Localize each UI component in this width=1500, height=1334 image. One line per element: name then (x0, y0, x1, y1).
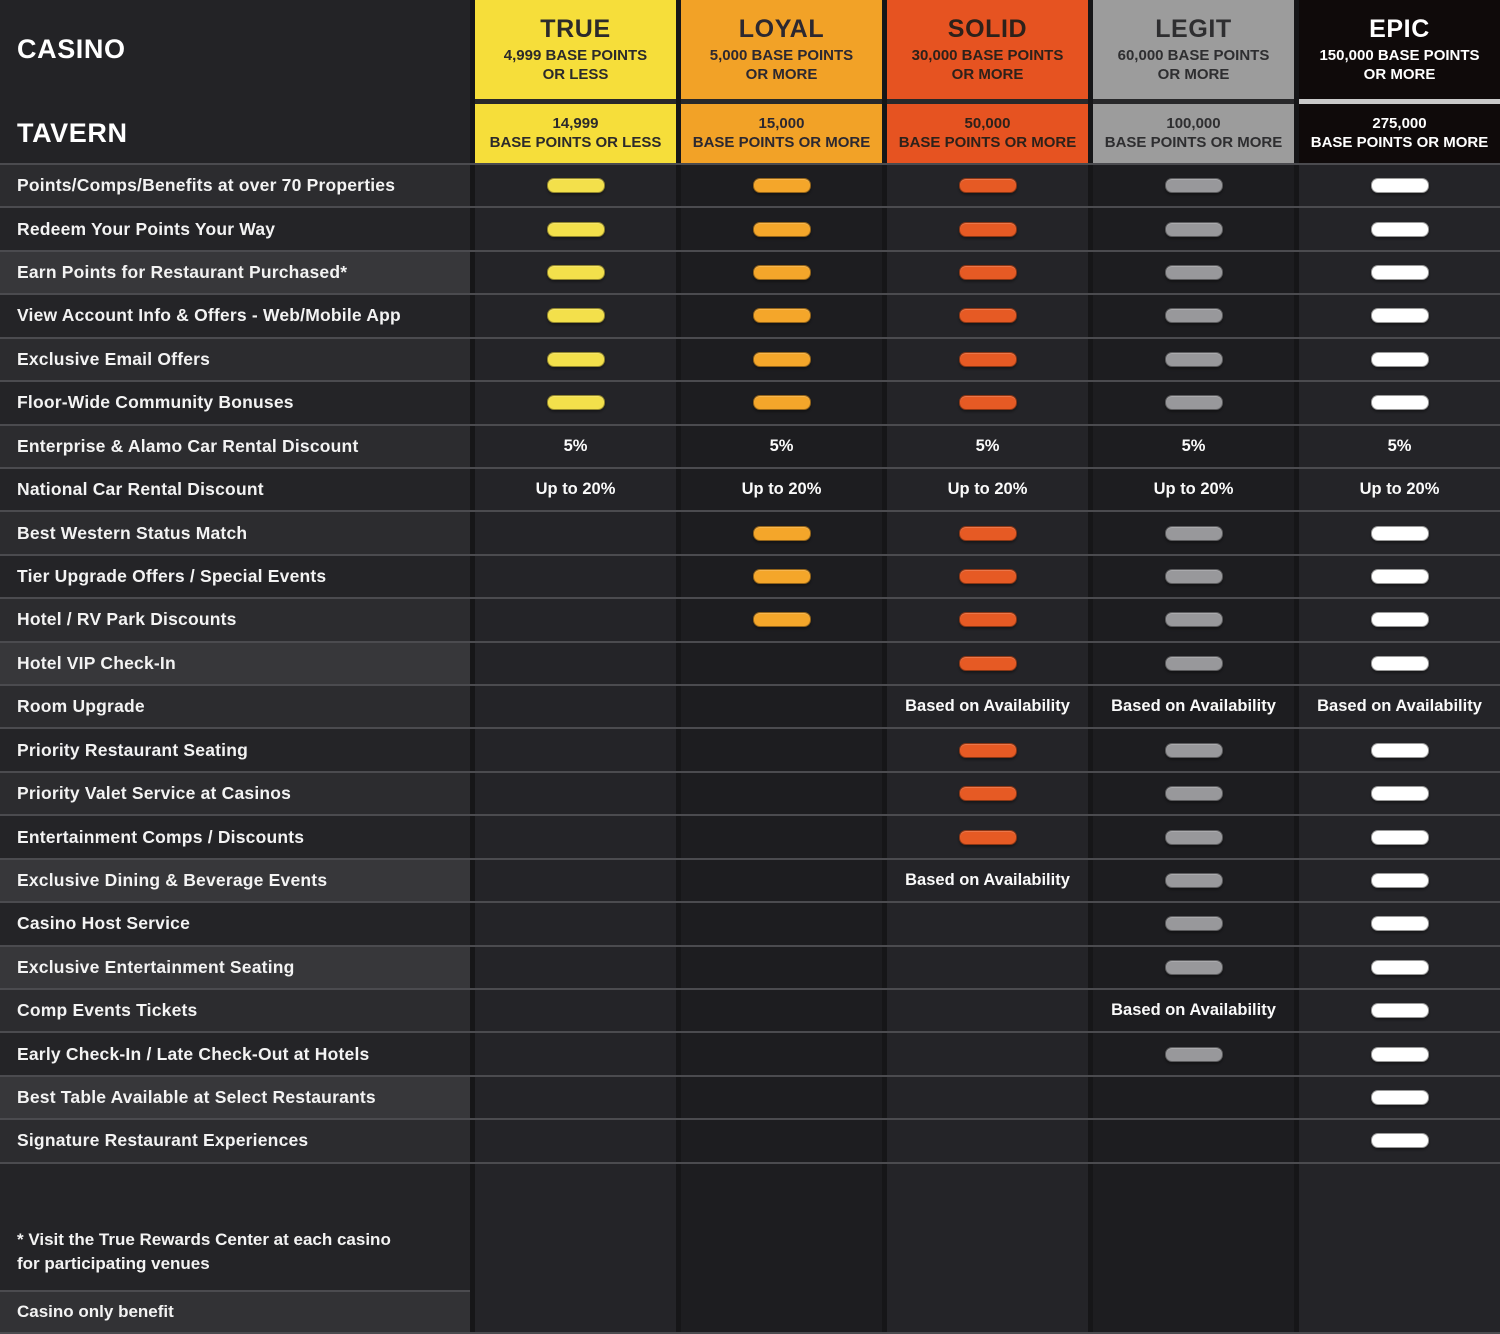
tier-pill (753, 395, 811, 410)
benefit-cell (1299, 382, 1500, 423)
tier-pill (547, 178, 605, 193)
tier-pill (959, 830, 1017, 845)
benefit-cell (475, 382, 676, 423)
footer-column-cell (681, 1164, 882, 1332)
footnote-cell (0, 1164, 470, 1290)
benefit-label: Best Table Available at Select Restaurants (0, 1077, 470, 1118)
tier-pill (753, 265, 811, 280)
benefit-rows (0, 163, 1500, 1162)
benefit-label: Hotel VIP Check-In (0, 643, 470, 684)
benefit-cell (1299, 165, 1500, 206)
tier-tavern-requirement: 15,000 (758, 114, 805, 132)
benefit-row (0, 988, 1500, 1031)
tier-pill (1371, 960, 1429, 975)
tavern-header-row (0, 104, 1500, 163)
tier-pill (1165, 830, 1223, 845)
benefit-cell (681, 1120, 882, 1161)
benefit-cell (1299, 860, 1500, 901)
benefit-cell (1299, 208, 1500, 249)
benefit-label: Exclusive Entertainment Seating (0, 947, 470, 988)
benefit-cell (475, 339, 676, 380)
tier-pill (1165, 960, 1223, 975)
benefit-value: 5% (975, 436, 1000, 455)
benefit-cell (681, 512, 882, 553)
tier-pill (1371, 308, 1429, 323)
benefit-cell (887, 339, 1088, 380)
tier-pill (1371, 265, 1429, 280)
benefit-cell (1093, 165, 1294, 206)
tier-pill (1371, 656, 1429, 671)
casino-row-title (0, 0, 470, 99)
benefit-cell (1299, 295, 1500, 336)
tier-casino-requirement-2: OR MORE (745, 66, 818, 84)
benefit-row (0, 163, 1500, 206)
benefit-cell (887, 382, 1088, 423)
tier-pill (959, 656, 1017, 671)
tier-name: LOYAL (738, 15, 825, 44)
benefit-cell (887, 295, 1088, 336)
tier-tavern-requirement: 275,000 (1372, 114, 1427, 132)
benefit-label: Tier Upgrade Offers / Special Events (0, 556, 470, 597)
benefit-cell (475, 208, 676, 249)
tier-pill (1165, 222, 1223, 237)
tier-header-true (475, 0, 676, 99)
benefit-cell (681, 599, 882, 640)
casino-label: CASINO (17, 34, 126, 64)
benefit-cell (1093, 903, 1294, 944)
tavern-tier-loyal (681, 104, 882, 163)
benefit-row (0, 206, 1500, 249)
benefit-cell (681, 643, 882, 684)
benefit-cell (1093, 773, 1294, 814)
benefit-cell (475, 512, 676, 553)
tier-casino-requirement: 60,000 BASE POINTS (1117, 47, 1270, 65)
tier-pill (959, 308, 1017, 323)
tier-pill (1371, 526, 1429, 541)
benefit-label: Priority Valet Service at Casinos (0, 773, 470, 814)
tavern-tier-solid (887, 104, 1088, 163)
tier-pill (547, 222, 605, 237)
benefit-value: Based on Availability (1111, 697, 1276, 716)
benefit-cell (681, 903, 882, 944)
benefit-cell (681, 1077, 882, 1118)
benefit-cell (1299, 339, 1500, 380)
tier-header-loyal (681, 0, 882, 99)
benefit-cell (475, 252, 676, 293)
benefit-cell (1093, 1120, 1294, 1161)
benefit-cell (1299, 1033, 1500, 1074)
tier-pill (959, 265, 1017, 280)
benefit-cell (887, 252, 1088, 293)
benefit-cell (681, 426, 882, 467)
benefit-cell (1093, 1077, 1294, 1118)
benefit-row (0, 684, 1500, 727)
tier-pill (1371, 352, 1429, 367)
benefit-cell (681, 816, 882, 857)
benefit-cell (475, 773, 676, 814)
benefit-label: Room Upgrade (0, 686, 470, 727)
benefit-label: Casino Host Service (0, 903, 470, 944)
tier-pill (1371, 743, 1429, 758)
benefit-cell (475, 295, 676, 336)
benefit-cell (1093, 339, 1294, 380)
tier-pill (547, 395, 605, 410)
tier-tavern-requirement-2: BASE POINTS OR LESS (489, 133, 662, 151)
tier-pill (1165, 786, 1223, 801)
benefit-cell (887, 729, 1088, 770)
benefit-cell (1093, 252, 1294, 293)
tier-header-legit (1093, 0, 1294, 99)
tier-pill (1165, 743, 1223, 758)
benefit-cell (681, 469, 882, 510)
tier-pill (1165, 526, 1223, 541)
benefit-label: Floor-Wide Community Bonuses (0, 382, 470, 423)
benefit-value: 5% (563, 436, 588, 455)
benefit-label: Exclusive Email Offers (0, 339, 470, 380)
benefit-value: Based on Availability (905, 870, 1070, 889)
benefit-row (0, 945, 1500, 988)
tier-header-solid (887, 0, 1088, 99)
benefit-label: Priority Restaurant Seating (0, 729, 470, 770)
benefit-cell (681, 773, 882, 814)
benefit-cell (887, 512, 1088, 553)
benefit-cell (681, 1033, 882, 1074)
benefit-value: Up to 20% (535, 480, 616, 499)
tier-pill (1371, 612, 1429, 627)
tier-pill (1165, 352, 1223, 367)
benefit-cell (887, 469, 1088, 510)
benefit-label: Hotel / RV Park Discounts (0, 599, 470, 640)
tier-pill (959, 178, 1017, 193)
tier-pill (1371, 873, 1429, 888)
benefit-value: Up to 20% (1359, 480, 1440, 499)
benefit-row (0, 814, 1500, 857)
benefit-row (0, 597, 1500, 640)
benefit-cell (1093, 556, 1294, 597)
tier-pill (753, 526, 811, 541)
tier-pill (959, 352, 1017, 367)
benefit-value: Up to 20% (947, 480, 1028, 499)
benefit-cell (475, 1120, 676, 1161)
benefit-cell (1299, 469, 1500, 510)
benefit-row (0, 771, 1500, 814)
benefit-cell (1299, 903, 1500, 944)
tier-pill (1371, 1090, 1429, 1105)
benefit-cell (1299, 773, 1500, 814)
tier-pill (1165, 656, 1223, 671)
benefit-cell (887, 556, 1088, 597)
benefit-row (0, 250, 1500, 293)
footer-column-cell (1093, 1164, 1294, 1332)
benefit-cell (475, 426, 676, 467)
benefit-cell (475, 1033, 676, 1074)
benefit-cell (1093, 295, 1294, 336)
tavern-tier-legit (1093, 104, 1294, 163)
benefit-cell (1093, 469, 1294, 510)
benefit-cell (475, 686, 676, 727)
benefit-cell (1299, 729, 1500, 770)
benefit-cell (1299, 1120, 1500, 1161)
benefit-cell (475, 729, 676, 770)
tier-pill (959, 526, 1017, 541)
benefit-cell (475, 903, 676, 944)
benefit-cell (475, 643, 676, 684)
benefit-cell (1299, 643, 1500, 684)
benefit-cell (887, 686, 1088, 727)
benefit-cell (681, 947, 882, 988)
tier-pill (1371, 395, 1429, 410)
tier-pill (753, 308, 811, 323)
benefit-cell (1299, 599, 1500, 640)
benefit-cell (475, 599, 676, 640)
benefit-cell (887, 643, 1088, 684)
casino-only-benefit-label: Casino only benefit (17, 1301, 174, 1321)
benefit-label: Points/Comps/Benefits at over 70 Properties (0, 165, 470, 206)
benefit-cell (1093, 512, 1294, 553)
benefit-label: Earn Points for Restaurant Purchased* (0, 252, 470, 293)
tier-pill (1165, 265, 1223, 280)
tier-pill (1165, 308, 1223, 323)
tier-pill (1371, 569, 1429, 584)
tier-name: EPIC (1369, 15, 1430, 44)
tier-tavern-requirement-2: BASE POINTS OR MORE (1104, 133, 1283, 151)
benefit-cell (887, 426, 1088, 467)
benefit-cell (1299, 252, 1500, 293)
tier-pill (1165, 916, 1223, 931)
benefit-label: Redeem Your Points Your Way (0, 208, 470, 249)
benefit-cell (1093, 1033, 1294, 1074)
tier-pill (1165, 873, 1223, 888)
benefit-cell (887, 1077, 1088, 1118)
tier-tavern-requirement: 100,000 (1166, 114, 1221, 132)
benefit-label: Exclusive Dining & Beverage Events (0, 860, 470, 901)
benefit-cell (887, 816, 1088, 857)
benefit-label: Enterprise & Alamo Car Rental Discount (0, 426, 470, 467)
tier-pill (753, 178, 811, 193)
tier-pill (1371, 1047, 1429, 1062)
tier-tavern-requirement-2: BASE POINTS OR MORE (1310, 133, 1489, 151)
benefit-cell (681, 165, 882, 206)
benefit-cell (1093, 426, 1294, 467)
tier-pill (1371, 830, 1429, 845)
tier-pill (1165, 395, 1223, 410)
tier-casino-requirement-2: OR MORE (951, 66, 1024, 84)
tier-pill (753, 612, 811, 627)
benefit-value: Based on Availability (1317, 697, 1482, 716)
benefit-cell (681, 295, 882, 336)
footer-column-cell (887, 1164, 1088, 1332)
tier-tavern-requirement-2: BASE POINTS OR MORE (692, 133, 871, 151)
benefit-label: Signature Restaurant Experiences (0, 1120, 470, 1161)
benefit-cell (475, 947, 676, 988)
footer-column-cell (1299, 1164, 1500, 1332)
tier-casino-requirement-2: OR MORE (1157, 66, 1230, 84)
tier-tavern-requirement: 14,999 (552, 114, 599, 132)
benefit-row (0, 554, 1500, 597)
benefit-cell (887, 1033, 1088, 1074)
tier-pill (1165, 1047, 1223, 1062)
tier-casino-requirement: 4,999 BASE POINTS (503, 47, 648, 65)
benefit-label: Comp Events Tickets (0, 990, 470, 1031)
benefit-value: 5% (1181, 436, 1206, 455)
benefit-cell (681, 252, 882, 293)
benefit-row (0, 1031, 1500, 1074)
tier-name: SOLID (947, 15, 1028, 44)
benefit-row (0, 858, 1500, 901)
benefit-cell (681, 382, 882, 423)
benefit-label: Entertainment Comps / Discounts (0, 816, 470, 857)
tier-pill (753, 222, 811, 237)
benefit-cell (1299, 990, 1500, 1031)
benefit-row (0, 641, 1500, 684)
benefit-cell (475, 816, 676, 857)
tavern-row-title (0, 104, 470, 163)
benefit-cell (1093, 208, 1294, 249)
benefit-cell (681, 208, 882, 249)
benefit-cell (1093, 990, 1294, 1031)
benefit-value: Based on Availability (1111, 1001, 1276, 1020)
tier-pill (1371, 222, 1429, 237)
benefit-cell (1093, 643, 1294, 684)
benefit-cell (1299, 686, 1500, 727)
tier-pill (1371, 1133, 1429, 1148)
benefit-row (0, 727, 1500, 770)
benefit-value: Up to 20% (741, 480, 822, 499)
benefit-cell (1093, 599, 1294, 640)
tier-casino-requirement: 5,000 BASE POINTS (709, 47, 854, 65)
tier-pill (753, 569, 811, 584)
table-footer (0, 1162, 1500, 1334)
benefit-row (0, 1118, 1500, 1161)
benefit-cell (887, 165, 1088, 206)
tier-pill (959, 743, 1017, 758)
tier-casino-requirement-2: OR MORE (1363, 66, 1436, 84)
footnote-line-2: for participating venues (17, 1253, 210, 1273)
benefit-cell (681, 729, 882, 770)
benefit-cell (475, 990, 676, 1031)
benefit-cell (1093, 686, 1294, 727)
benefit-cell (475, 860, 676, 901)
tier-pill (1371, 786, 1429, 801)
tier-name: TRUE (540, 15, 611, 44)
benefit-cell (475, 469, 676, 510)
benefit-row (0, 337, 1500, 380)
benefit-row (0, 510, 1500, 553)
benefit-cell (1093, 729, 1294, 770)
footnote-line-1: * Visit the True Rewards Center at each casino (17, 1230, 391, 1250)
tier-tavern-requirement: 50,000 (964, 114, 1011, 132)
casino-only-benefit-cell (0, 1290, 470, 1332)
tier-tavern-requirement-2: BASE POINTS OR MORE (898, 133, 1077, 151)
benefit-value: Up to 20% (1153, 480, 1234, 499)
tier-pill (1371, 178, 1429, 193)
tier-pill (1165, 612, 1223, 627)
tier-pill (1165, 569, 1223, 584)
benefit-value: 5% (1387, 436, 1412, 455)
benefit-row (0, 380, 1500, 423)
tavern-tier-true (475, 104, 676, 163)
benefit-cell (887, 1120, 1088, 1161)
benefit-cell (1299, 556, 1500, 597)
benefit-row (0, 293, 1500, 336)
benefit-cell (681, 860, 882, 901)
benefit-cell (1299, 426, 1500, 467)
tier-pill (959, 222, 1017, 237)
benefit-cell (887, 903, 1088, 944)
tavern-label: TAVERN (17, 118, 128, 148)
tier-pill (547, 352, 605, 367)
tier-pill (547, 265, 605, 280)
benefit-value: Based on Availability (905, 697, 1070, 716)
benefit-row (0, 467, 1500, 510)
benefit-label: Best Western Status Match (0, 512, 470, 553)
benefit-cell (1299, 512, 1500, 553)
tier-pill (959, 786, 1017, 801)
tier-casino-requirement: 150,000 BASE POINTS (1319, 47, 1480, 65)
benefit-label: National Car Rental Discount (0, 469, 470, 510)
benefit-cell (1299, 1077, 1500, 1118)
tier-pill (753, 352, 811, 367)
benefit-cell (475, 165, 676, 206)
benefit-cell (681, 556, 882, 597)
tier-pill (1371, 1003, 1429, 1018)
benefit-row (0, 424, 1500, 467)
benefit-cell (681, 686, 882, 727)
tier-pill (1165, 178, 1223, 193)
benefit-cell (475, 1077, 676, 1118)
benefit-cell (475, 556, 676, 597)
footer-column-cell (475, 1164, 676, 1332)
tavern-tier-epic (1299, 104, 1500, 163)
benefit-cell (887, 599, 1088, 640)
benefit-cell (1093, 947, 1294, 988)
casino-header-row (0, 0, 1500, 99)
benefit-label: Early Check-In / Late Check-Out at Hotels (0, 1033, 470, 1074)
benefit-cell (681, 339, 882, 380)
benefit-cell (887, 773, 1088, 814)
benefit-label: View Account Info & Offers - Web/Mobile App (0, 295, 470, 336)
benefit-cell (887, 860, 1088, 901)
benefit-cell (1299, 947, 1500, 988)
tier-pill (547, 308, 605, 323)
tier-pill (959, 395, 1017, 410)
benefit-row (0, 901, 1500, 944)
benefit-cell (887, 990, 1088, 1031)
tier-casino-requirement-2: OR LESS (542, 66, 609, 84)
benefit-value: 5% (769, 436, 794, 455)
tier-pill (959, 612, 1017, 627)
benefit-cell (1093, 382, 1294, 423)
tier-pill (959, 569, 1017, 584)
benefit-cell (1299, 816, 1500, 857)
tier-header-epic (1299, 0, 1500, 99)
benefit-cell (1093, 860, 1294, 901)
benefit-row (0, 1075, 1500, 1118)
tier-pill (1371, 916, 1429, 931)
benefit-cell (681, 990, 882, 1031)
benefit-cell (887, 208, 1088, 249)
tier-name: LEGIT (1155, 15, 1232, 44)
benefit-cell (887, 947, 1088, 988)
benefit-cell (1093, 816, 1294, 857)
tier-casino-requirement: 30,000 BASE POINTS (911, 47, 1064, 65)
